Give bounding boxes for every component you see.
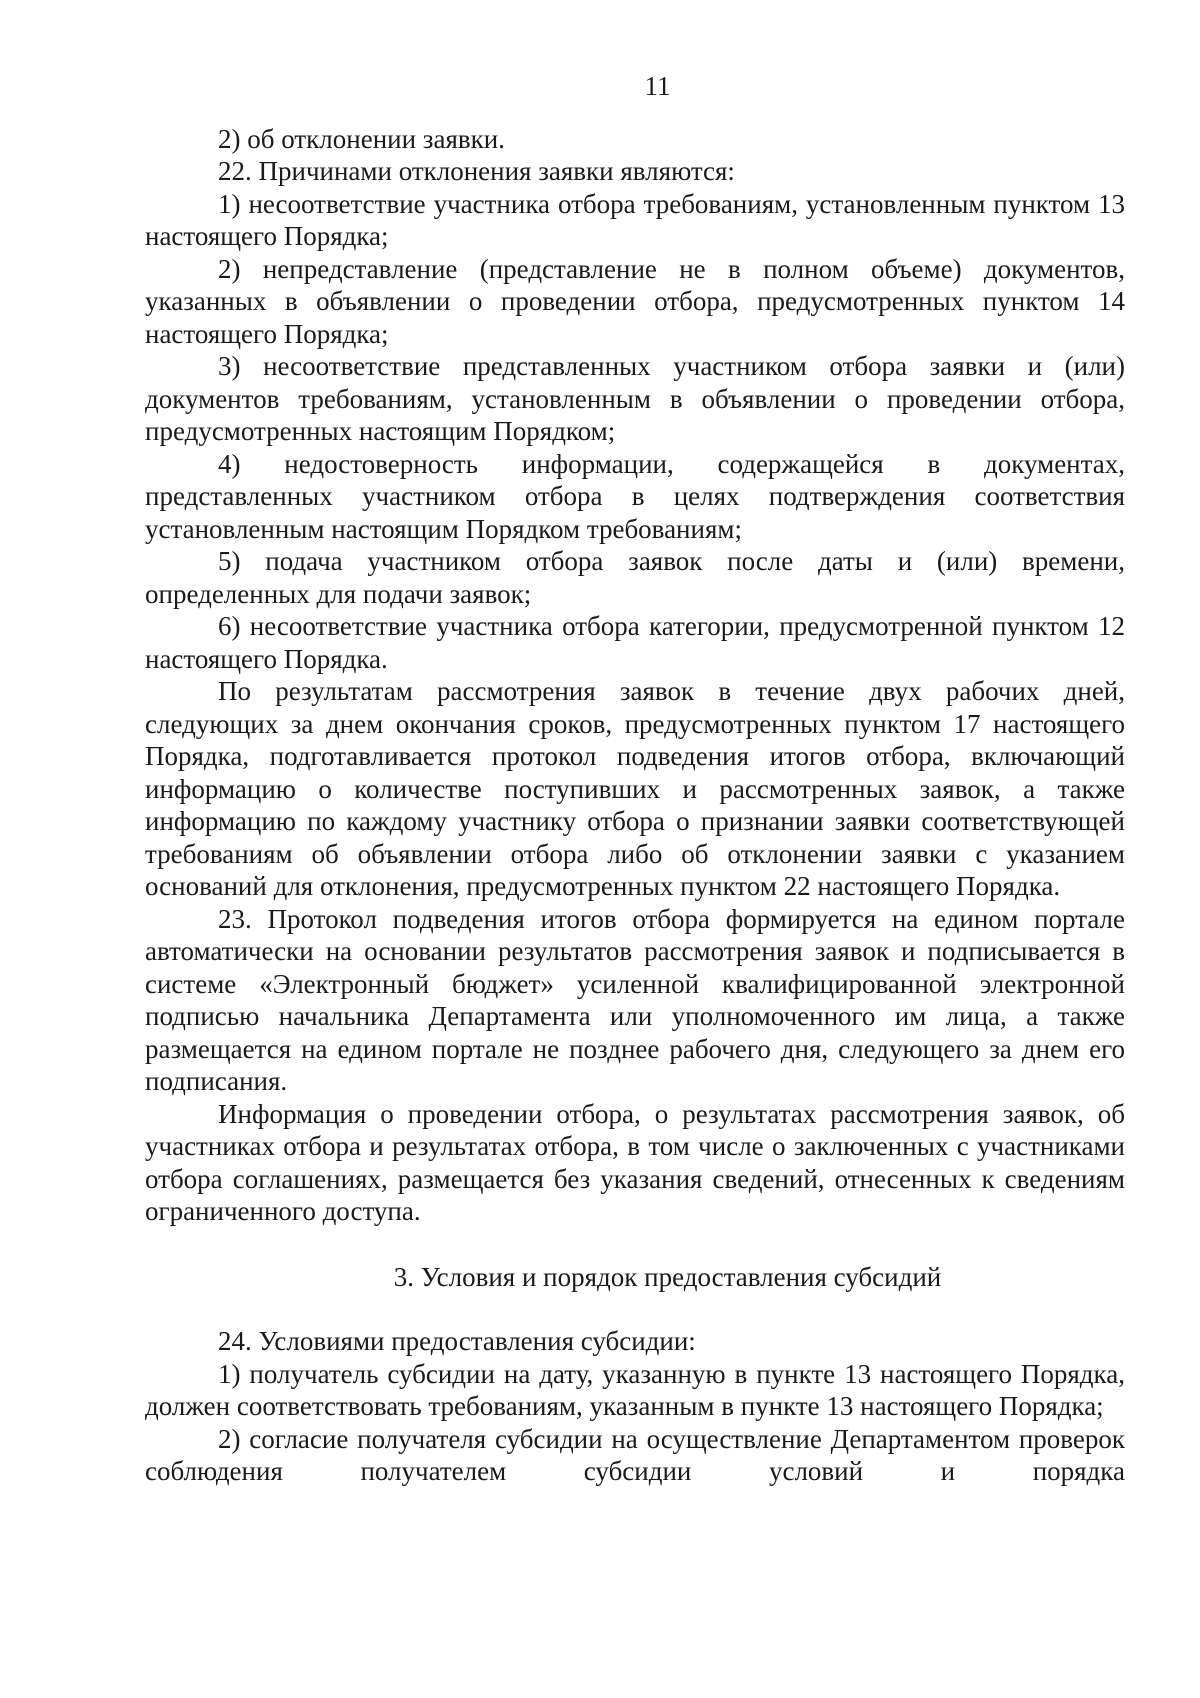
paragraph: 3) несоответствие представленных участником отбора заявки и (или) документов требованиям, установленным в объявлении о проведении отбора, предусмотренных настоящим Порядком; xyxy=(145,351,1125,446)
paragraph: 2) согласие получателя субсидии на осуществление Департаментом проверок соблюдения получателем субсидии условий и порядка xyxy=(145,1423,1125,1486)
section-heading: 3. Условия и порядок предоставления субсидий xyxy=(393,1261,942,1292)
paragraph: 22. Причинами отклонения заявки являются: xyxy=(218,156,735,186)
paragraph: Информация о проведении отбора, о результатах рассмотрения заявок, об участниках отбора и результатах отбора, в том числе о заключенных с участниками отбора соглашениях, размещается без указания сведений, отнесенных к сведениям ограниченного доступа. xyxy=(145,1098,1125,1226)
paragraph: По результатам рассмотрения заявок в течение двух рабочих дней, следующих за днем окончания сроков, предусмотренных пунктом 17 настоящего Порядка, подготавливается протокол подведения итогов отбора, включающий информацию о количестве поступивших и рассмотренных заявок, а также информацию по каждому участнику отбора о признании заявки соответствующей требованиям об объявлении отбора либо об отклонении заявки с указанием оснований для отклонения, предусмотренных пунктом 22 настоящего Порядка. xyxy=(145,676,1125,901)
paragraph: 2) непредставление (представление не в полном объеме) документов, указанных в объявлении о проведении отбора, предусмотренных пунктом 14 настоящего Порядка; xyxy=(145,253,1125,349)
paragraph: 6) несоответствие участника отбора категории, предусмотренной пунктом 12 настоящего Порядка. xyxy=(145,611,1125,674)
paragraph: 1) получатель субсидии на дату, указанную в пункте 13 настоящего Порядка, должен соответствовать требованиям, указанным в пункте 13 настоящего Порядка; xyxy=(145,1358,1125,1421)
paragraph: 24. Условиями предоставления субсидии: xyxy=(218,1326,696,1356)
document-page xyxy=(145,70,1125,1488)
paragraph: 1) несоответствие участника отбора требованиям, установленным пунктом 13 настоящего Порядка; xyxy=(145,188,1125,251)
paragraph: 2) об отклонении заявки. xyxy=(218,123,505,154)
paragraph: 23. Протокол подведения итогов отбора формируется на едином портале автоматически на основании результатов рассмотрения заявок и подписывается в системе «Электронный бюджет» усиленной квалифицированной электронной подписью начальника Департамента или уполномоченного им лица, а также размещается на едином портале не позднее рабочего дня, следующего за днем его подписания. xyxy=(145,903,1125,1096)
paragraph: 4) недостоверность информации, содержащейся в документах, представленных участником отбора в целях подтверждения соответствия установленным настоящим Порядком требованиям; xyxy=(145,448,1125,544)
page-number: 11 xyxy=(644,71,671,101)
paragraph: 5) подача участником отбора заявок после даты и (или) времени, определенных для подачи заявок; xyxy=(145,546,1125,609)
